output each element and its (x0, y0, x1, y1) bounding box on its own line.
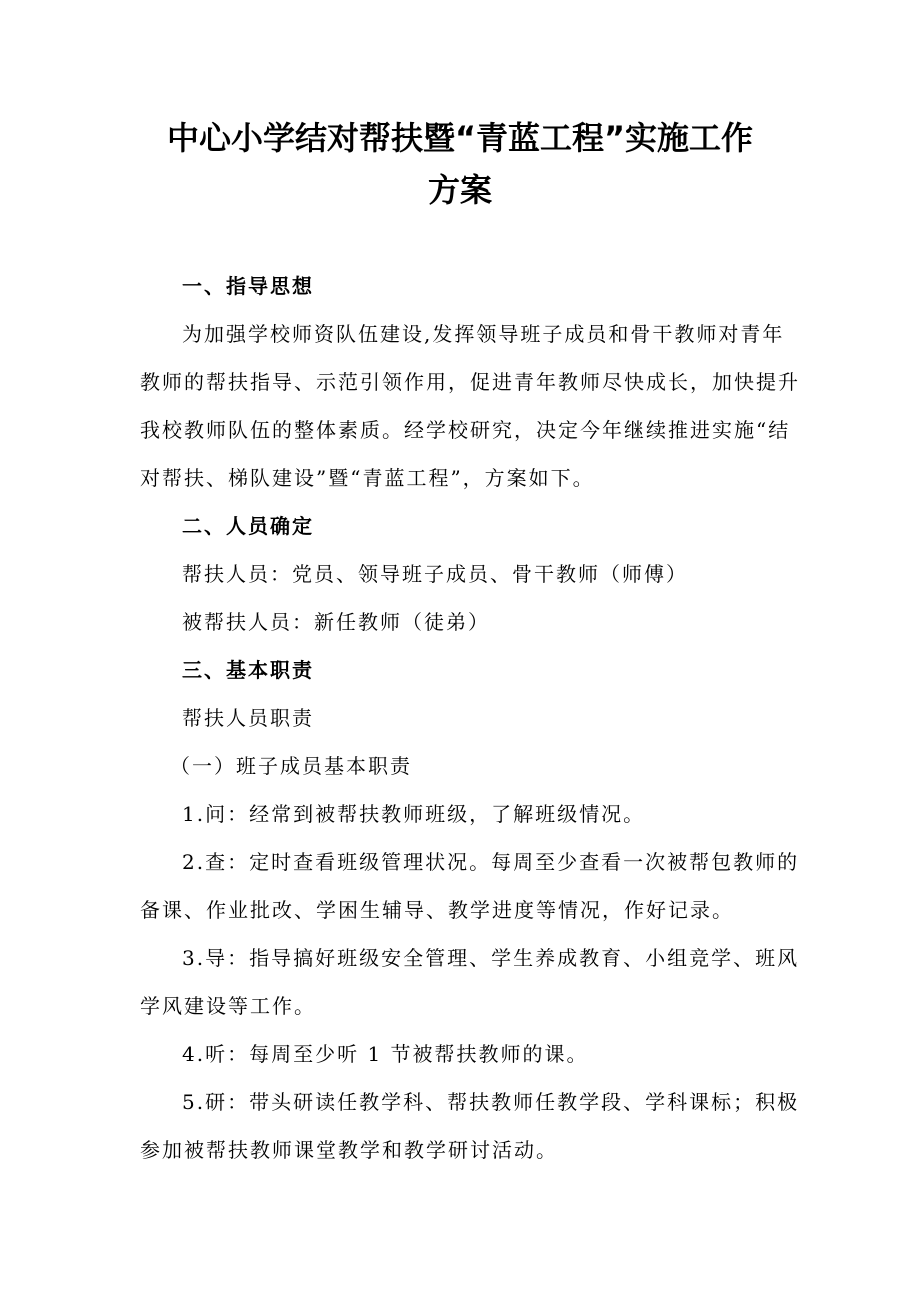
paragraph-line: 教师的帮扶指导、示范引领作用，促进青年教师尽快成长，加快提升 (140, 370, 800, 394)
paragraph-line: 帮扶人员：党员、领导班子成员、骨干教师（师傅） (182, 562, 688, 586)
title-line-2: 方案 (427, 171, 492, 209)
document-body (140, 262, 800, 1174)
paragraph-line: 我校教师队伍的整体素质。经学校研究，决定今年继续推进实施“结 (140, 418, 791, 442)
list-item-line: 学风建设等工作。 (140, 994, 316, 1018)
list-item-line: 参加被帮扶教师课堂教学和教学研讨活动。 (140, 1138, 558, 1162)
list-item-line: 2.查：定时查看班级管理状况。每周至少查看一次被帮包教师的 (182, 850, 800, 874)
document-title (110, 112, 810, 216)
subheading-line: 帮扶人员职责 (182, 706, 314, 730)
section-heading-guiding-ideology: 一、指导思想 (182, 274, 314, 298)
paragraph-line: 被帮扶人员：新任教师（徒弟） (182, 610, 490, 634)
section-heading-duties: 三、基本职责 (182, 658, 314, 682)
list-item-line: 4.听：每周至少听 1 节被帮扶教师的课。 (182, 1042, 589, 1066)
title-line-1: 中心小学结对帮扶暨“青蓝工程”实施工作 (166, 119, 754, 157)
list-item-line: 备课、作业批改、学困生辅导、教学进度等情况，作好记录。 (140, 898, 734, 922)
paragraph-line: 对帮扶、梯队建设”暨“青蓝工程”，方案如下。 (140, 466, 595, 490)
list-item-line: 5.研：带头研读任教学科、帮扶教师任教学段、学科课标；积极 (182, 1090, 800, 1114)
list-item-line: 3.导：指导搞好班级安全管理、学生养成教育、小组竞学、班风 (182, 946, 800, 970)
section-heading-personnel: 二、人员确定 (182, 514, 314, 538)
paragraph-line: 为加强学校师资队伍建设,发挥领导班子成员和骨干教师对青年 (182, 322, 785, 346)
list-item-line: 1.问：经常到被帮扶教师班级，了解班级情况。 (182, 802, 646, 826)
subheading-line: （一）班子成员基本职责 (170, 754, 412, 778)
